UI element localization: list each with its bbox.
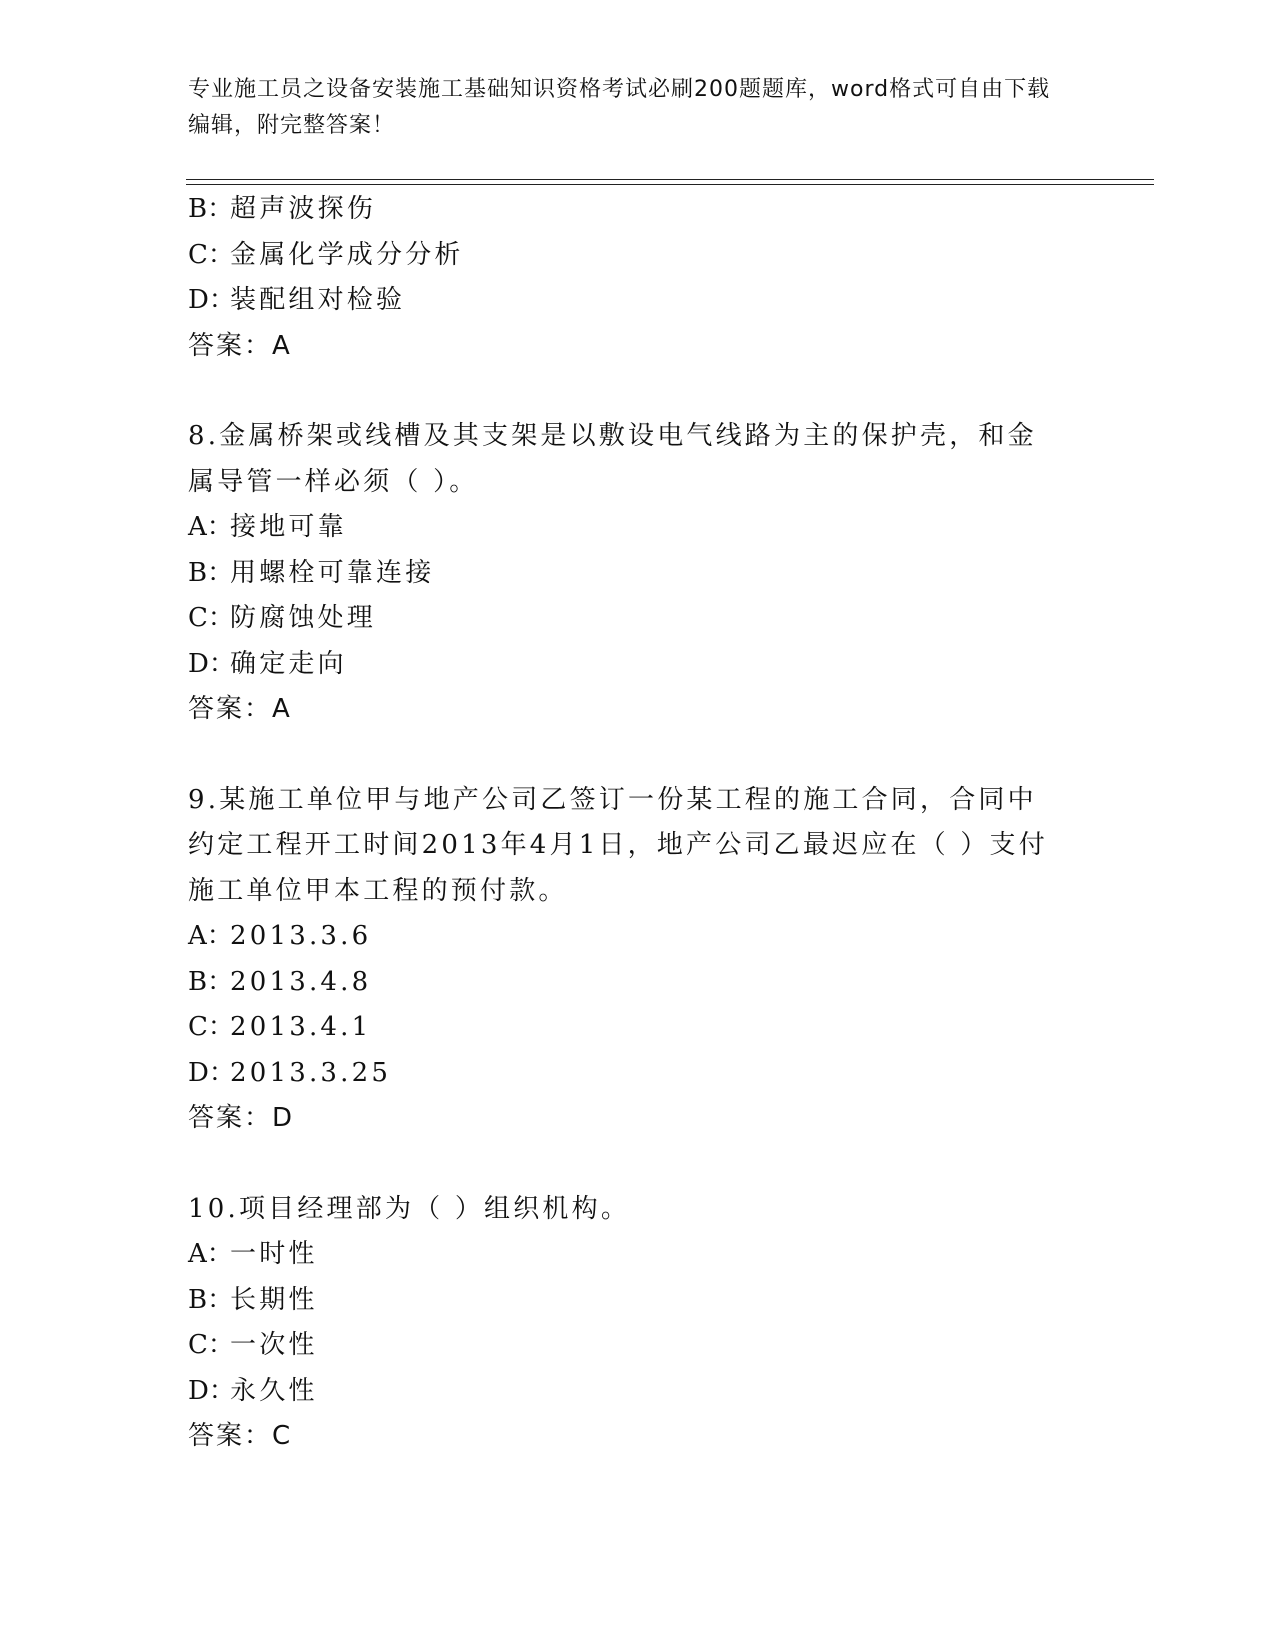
option-d [188, 642, 1068, 688]
option-c [188, 1323, 1068, 1369]
option-d [188, 1369, 1068, 1415]
option-text: 装配组对检验 [230, 285, 406, 315]
option-text: 2013.3.6 [230, 921, 372, 951]
option-b [188, 1278, 1068, 1324]
option-key: A： [188, 921, 233, 951]
question-list [188, 187, 1068, 1460]
question-stem: 10.项目经理部为（ ）组织机构。 [188, 1193, 631, 1224]
option-b [188, 960, 1068, 1006]
option-key: A： [188, 512, 233, 542]
spacer [188, 369, 1068, 414]
option-c [188, 596, 1068, 642]
option-key: C： [188, 1330, 234, 1360]
document-header [188, 72, 1068, 144]
option-key: C： [188, 603, 234, 633]
answer-line: 答案：A [188, 330, 292, 361]
option-text: 用螺栓可靠连接 [230, 557, 435, 588]
option-a [188, 505, 1068, 551]
option-text: 2013.4.8 [230, 966, 372, 997]
option-key: A： [188, 1239, 233, 1269]
option-a [188, 1232, 1068, 1278]
option-c [188, 233, 1068, 279]
answer-line: 答案：C [188, 1421, 293, 1451]
option-key: D： [188, 285, 235, 315]
header-divider-top [186, 179, 1154, 180]
option-key: B： [188, 557, 234, 588]
answer-line: 答案：A [188, 694, 292, 724]
option-text: 超声波探伤 [230, 194, 377, 224]
question-9 [188, 778, 1068, 1142]
header-divider-bottom [186, 184, 1154, 185]
spacer [188, 1142, 1068, 1187]
option-d [188, 1051, 1068, 1097]
option-text: 一次性 [230, 1330, 318, 1360]
option-text: 确定走向 [230, 648, 347, 679]
option-key: C： [188, 239, 234, 270]
option-a [188, 914, 1068, 960]
question-8 [188, 414, 1068, 733]
header-title: 专业施工员之设备安装施工基础知识资格考试必刷200题题库，word格式可自由下载编辑，附完整答案！ [188, 77, 1051, 138]
question-10 [188, 1187, 1068, 1460]
option-text: 接地可靠 [230, 512, 347, 542]
option-text: 2013.4.1 [230, 1012, 372, 1042]
option-b [188, 551, 1068, 597]
spacer [188, 733, 1068, 778]
option-text: 永久性 [230, 1375, 318, 1406]
option-key: B： [188, 194, 234, 224]
option-text: 长期性 [230, 1284, 318, 1315]
option-key: D： [188, 1375, 235, 1406]
option-text: 一时性 [230, 1239, 318, 1269]
option-text: 金属化学成分分析 [230, 239, 464, 270]
option-key: D： [188, 1057, 235, 1088]
question-stem: 8.金属桥架或线槽及其支架是以敷设电气线路为主的保护壳，和金属导管一样必须（ ）。 [188, 421, 1037, 497]
answer-line: 答案：D [188, 1103, 295, 1133]
option-text: 防腐蚀处理 [230, 603, 377, 633]
option-key: B： [188, 966, 234, 997]
option-b [188, 187, 1068, 233]
option-key: B： [188, 1284, 234, 1315]
question-continuation [188, 187, 1068, 369]
option-key: C： [188, 1012, 234, 1042]
option-key: D： [188, 648, 235, 679]
option-c [188, 1005, 1068, 1051]
option-d [188, 278, 1068, 324]
option-text: 2013.3.25 [230, 1057, 392, 1088]
question-stem: 9.某施工单位甲与地产公司乙签订一份某工程的施工合同，合同中约定工程开工时间2013年4月1日，地产公司乙最迟应在（ ）支付施工单位甲本工程的预付款。 [188, 784, 1048, 906]
